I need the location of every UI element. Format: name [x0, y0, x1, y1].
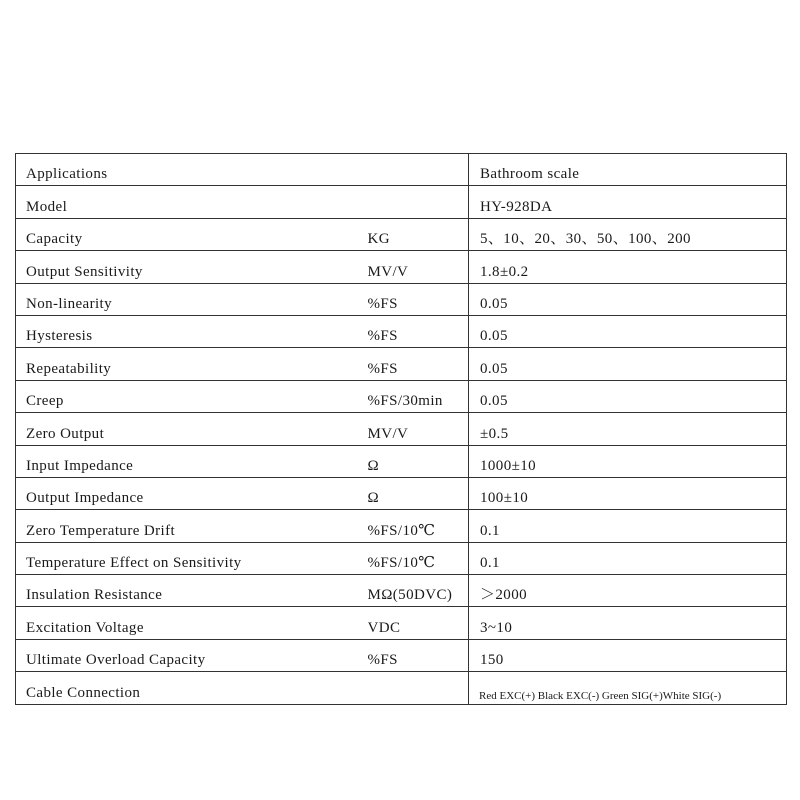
- value-zero-temperature-drift: 0.1: [469, 510, 787, 542]
- value-temperature-effect-on-sensitivity: 0.1: [469, 542, 787, 574]
- table-row: [16, 510, 787, 542]
- unit-repeatability: %FS: [368, 348, 469, 380]
- table-row: [16, 154, 787, 186]
- value-ultimate-overload-capacity: 150: [469, 639, 787, 671]
- unit-non-linearity: %FS: [368, 283, 469, 315]
- unit-insulation-resistance: MΩ(50DVC): [368, 575, 469, 607]
- param-temperature-effect-on-sensitivity: Temperature Effect on Sensitivity: [16, 542, 368, 574]
- table-row: [16, 218, 787, 250]
- value-applications: Bathroom scale: [469, 154, 787, 186]
- value-zero-output: ±0.5: [469, 413, 787, 445]
- unit-excitation-voltage: VDC: [368, 607, 469, 639]
- value-capacity: 5、10、20、30、50、100、200: [469, 218, 787, 250]
- unit-output-impedance: Ω: [368, 477, 469, 509]
- unit-zero-output: MV/V: [368, 413, 469, 445]
- value-non-linearity: 0.05: [469, 283, 787, 315]
- param-repeatability: Repeatability: [16, 348, 368, 380]
- unit-output-sensitivity: MV/V: [368, 251, 469, 283]
- param-zero-temperature-drift: Zero Temperature Drift: [16, 510, 368, 542]
- table-row: [16, 413, 787, 445]
- table-row: [16, 445, 787, 477]
- unit-creep: %FS/30min: [368, 380, 469, 412]
- param-insulation-resistance: Insulation Resistance: [16, 575, 368, 607]
- table-row: [16, 477, 787, 509]
- param-output-sensitivity: Output Sensitivity: [16, 251, 368, 283]
- unit-hysteresis: %FS: [368, 315, 469, 347]
- param-non-linearity: Non-linearity: [16, 283, 368, 315]
- unit-capacity: KG: [368, 218, 469, 250]
- unit-input-impedance: Ω: [368, 445, 469, 477]
- unit-applications: [368, 154, 469, 186]
- param-model: Model: [16, 186, 368, 218]
- table-row: [16, 639, 787, 671]
- param-output-impedance: Output Impedance: [16, 477, 368, 509]
- unit-model: [368, 186, 469, 218]
- value-output-impedance: 100±10: [469, 477, 787, 509]
- param-input-impedance: Input Impedance: [16, 445, 368, 477]
- table-row: [16, 251, 787, 283]
- value-output-sensitivity: 1.8±0.2: [469, 251, 787, 283]
- table-row: [16, 380, 787, 412]
- param-ultimate-overload-capacity: Ultimate Overload Capacity: [16, 639, 368, 671]
- spec-table: [15, 153, 787, 705]
- table-row: [16, 348, 787, 380]
- param-creep: Creep: [16, 380, 368, 412]
- unit-temperature-effect-on-sensitivity: %FS/10℃: [368, 542, 469, 574]
- value-cable-connection: Red EXC(+) Black EXC(-) Green SIG(+)White SIG(-): [469, 672, 787, 704]
- param-applications: Applications: [16, 154, 368, 186]
- table-row: [16, 575, 787, 607]
- value-repeatability: 0.05: [469, 348, 787, 380]
- value-insulation-resistance: ＞2000: [469, 575, 787, 607]
- value-input-impedance: 1000±10: [469, 445, 787, 477]
- param-cable-connection: Cable Connection: [16, 672, 368, 704]
- table-row: [16, 607, 787, 639]
- table-row: [16, 315, 787, 347]
- table-row: [16, 186, 787, 218]
- value-model: HY-928DA: [469, 186, 787, 218]
- table-row: [16, 542, 787, 574]
- param-capacity: Capacity: [16, 218, 368, 250]
- table-row: [16, 672, 787, 704]
- param-excitation-voltage: Excitation Voltage: [16, 607, 368, 639]
- unit-zero-temperature-drift: %FS/10℃: [368, 510, 469, 542]
- param-zero-output: Zero Output: [16, 413, 368, 445]
- param-hysteresis: Hysteresis: [16, 315, 368, 347]
- unit-ultimate-overload-capacity: %FS: [368, 639, 469, 671]
- value-creep: 0.05: [469, 380, 787, 412]
- value-excitation-voltage: 3~10: [469, 607, 787, 639]
- value-hysteresis: 0.05: [469, 315, 787, 347]
- table-row: [16, 283, 787, 315]
- unit-cable-connection: [368, 672, 469, 704]
